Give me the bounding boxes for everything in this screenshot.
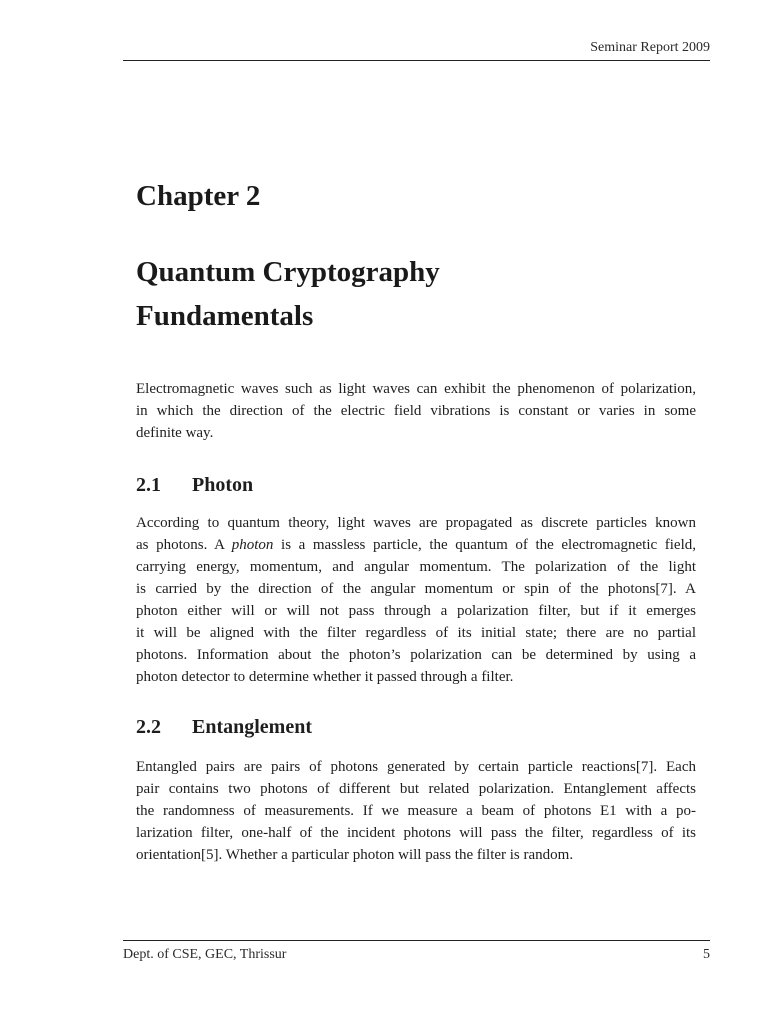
photon-line: it will be aligned with the filter regardless of its initial state; there are no partial: [136, 625, 696, 641]
intro-paragraph: [136, 378, 696, 444]
photon-emphasis: photon: [231, 537, 274, 553]
section-heading-entanglement: [136, 716, 312, 739]
chapter-title: [136, 250, 696, 338]
entanglement-line: the randomness of measurements. If we measure a beam of photons E1 with a po-: [136, 803, 696, 819]
photon-line-part: is a massless particle, the quantum of the electromagnetic field,: [273, 537, 696, 553]
section-title: Photon: [192, 474, 254, 496]
header-title: Seminar Report 2009: [590, 40, 710, 55]
page-header: [123, 38, 710, 61]
photon-line: photons. Information about the photon’s polarization can be determined by using a: [136, 647, 696, 663]
section-heading-photon: [136, 474, 253, 497]
intro-line: definite way.: [136, 425, 214, 441]
photon-line: photon detector to determine whether it passed through a filter.: [136, 669, 514, 685]
photon-line-part: as photons. A: [136, 537, 232, 553]
photon-line: [136, 534, 696, 556]
section-title: Entanglement: [192, 716, 312, 738]
photon-paragraph: [136, 512, 696, 688]
entanglement-line: pair contains two photons of different but related polarization. Entanglement affects: [136, 781, 696, 797]
chapter-title-line-2: Fundamentals: [136, 300, 314, 332]
chapter-label: Chapter 2: [136, 180, 261, 212]
entanglement-paragraph: [136, 756, 696, 866]
page-footer: [123, 940, 710, 965]
entanglement-line: larization filter, one-half of the incident photons will pass the filter, regardless of its: [136, 825, 696, 841]
footer-department: Dept. of CSE, GEC, Thrissur: [123, 947, 287, 962]
page-number: 5: [703, 947, 710, 962]
section-number: 2.2: [136, 716, 161, 738]
entanglement-line: Entangled pairs are pairs of photons generated by certain particle reactions[7]. Each: [136, 759, 696, 775]
entanglement-line: orientation[5]. Whether a particular photon will pass the filter is random.: [136, 847, 574, 863]
photon-line: carrying energy, momentum, and angular momentum. The polarization of the light: [136, 559, 696, 575]
photon-line: According to quantum theory, light waves are propagated as discrete particles known: [136, 515, 696, 531]
intro-line: in which the direction of the electric field vibrations is constant or varies in some: [136, 403, 696, 419]
photon-line: is carried by the direction of the angular momentum or spin of the photons[7]. A: [136, 581, 696, 597]
chapter-title-line-1: Quantum Cryptography: [136, 256, 440, 288]
intro-line: Electromagnetic waves such as light waves can exhibit the phenomenon of polarization,: [136, 381, 696, 397]
section-number: 2.1: [136, 474, 161, 496]
photon-line: photon either will or will not pass through a polarization filter, but if it emerges: [136, 603, 696, 619]
